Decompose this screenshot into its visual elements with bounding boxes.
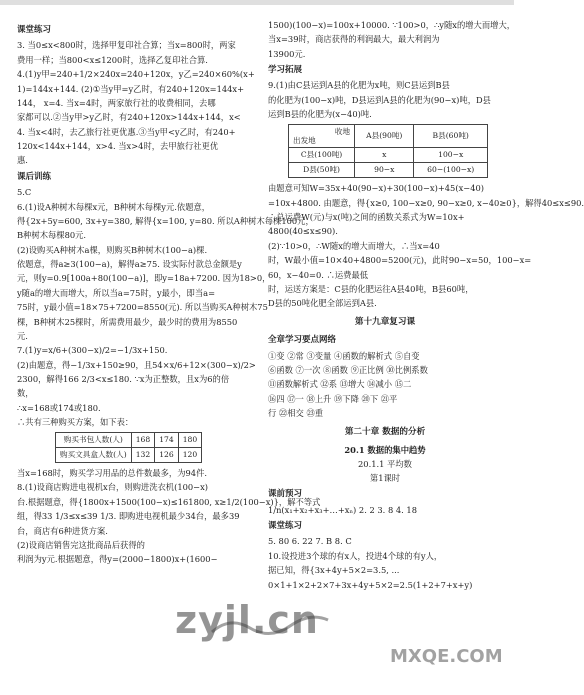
section-heading: 课前预习 xyxy=(268,489,303,500)
table-cell: D县(50吨) xyxy=(289,163,355,178)
text-line: ⑯四 ⑰一 ⑱上升 ⑲下降 ⑳下 ㉑平 xyxy=(268,393,398,404)
text-line: 惠. xyxy=(17,155,28,166)
text-line: 60，x−40=0. ∴运费最低 xyxy=(268,269,369,280)
text-line: 的化肥为(100−x)吨，D县运到A县的化肥为(90−x)吨，D县 xyxy=(268,94,491,105)
row-label: 购买书包人数(人) xyxy=(56,432,132,447)
section-heading: 学习拓展 xyxy=(268,64,303,75)
text-line: 元，则y=0.9[100a+80(100−a)]，即y=18a+7200. 因为18>0， xyxy=(17,273,271,284)
watermark-logo: zyjl.cn xyxy=(175,598,319,642)
section-heading: 课后训练 xyxy=(17,171,52,182)
row-label: 购买文具盒人数(人) xyxy=(56,447,132,462)
text-line: 棵，B种树木25棵时，所需费用最少，最少时的费用为8550 xyxy=(17,316,238,327)
lesson-label: 第1课时 xyxy=(369,473,401,484)
text-line: 数， xyxy=(17,388,34,399)
corner-top-label: 收地 xyxy=(334,126,351,136)
table-cell: 120 xyxy=(178,447,202,462)
text-line: ⑪函数解析式 ⑫系 ⑬增大 ⑭减小 ⑮二 xyxy=(268,379,412,390)
text-line: 行 ㉒相交 ㉓重 xyxy=(268,408,324,418)
text-line: 台.根据题意，得{1800x+1500(100−x)≤161800, x≥1/2(100−x)}，解不等式 xyxy=(17,496,321,507)
text-line: ⑥函数 ⑦一次 ⑧函数 ⑨正比例 ⑩比例系数 xyxy=(268,364,428,375)
text-line: 时，运送方案是：C县的化肥运往A县40吨，B县60吨， xyxy=(268,283,474,294)
text-line: 2300，解得166 2/3<x≤180. ∵x为正整数，且x为6的倍 xyxy=(17,374,230,384)
text-line: 4. 当x<4时，去乙旅行社更优惠.③当y甲<y乙时，有240+ xyxy=(17,126,236,137)
text-line: 依题意，得a≥3(100−a)，解得a≥75. 设实际付款总金额是y xyxy=(17,259,242,269)
text-line: (2)设购买A种树木a棵，则购买B种树木(100−a)棵. xyxy=(17,244,208,255)
text-line: 4800(40≤x≤90). xyxy=(268,226,338,237)
section-heading: 课堂练习 xyxy=(268,521,303,531)
text-line: 5.C xyxy=(17,187,32,198)
text-line: 13900元. xyxy=(268,48,306,59)
text-line: 组，得33 1/3≤x≤39 1/3. 即购进电视机最少34台，最多39 xyxy=(17,511,240,522)
section-heading: 课堂练习 xyxy=(17,25,52,35)
table-cell: 180 xyxy=(178,432,202,447)
text-line: 8.(1)设商店购进电视机x台，则购进洗衣机(100−x) xyxy=(17,482,209,493)
section-heading: 全章学习要点网络 xyxy=(268,335,337,346)
table-cell: 132 xyxy=(131,447,155,462)
text-line: 7.(1)y=x/6+(300−x)/2=−1/3x+150. xyxy=(17,345,168,356)
purchase-plan-table xyxy=(55,432,202,464)
text-line: 3. 当0≤x<800时，选择甲复印社合算；当x=800时，两家 xyxy=(17,40,236,51)
table-row xyxy=(289,124,488,147)
text-line: ∴总运费W(元)与x(吨)之间的函数关系式为W=10x+ xyxy=(268,212,465,222)
table-row xyxy=(56,447,202,462)
text-line: 运到B县的化肥为(x−40)吨. xyxy=(268,109,372,120)
watermark-secondary: MXQE.COM xyxy=(390,646,503,667)
table-row xyxy=(289,147,488,162)
subsection-title: 20.1.1 平均数 xyxy=(358,458,412,469)
right-column xyxy=(268,20,584,594)
text-line: =10x+4800. 由题意，得{x≥0, 100−x≥0, 90−x≥0, x−40≥0}，解得40≤x≤90. xyxy=(268,197,584,208)
text-line: 75时，y最小值=18×75+7200=8550(元). 所以当购买A种树木75 xyxy=(17,302,268,313)
text-line: ∴共有三种购买方案，如下表： xyxy=(17,417,134,428)
text-line: y随a的增大而增大，所以当a=75时，y最小，即当a= xyxy=(17,287,216,298)
text-line: 当x=39时，商店获得的利润最大，最大利润为 xyxy=(268,34,440,45)
text-line: D县的50吨化肥全部运到A县. xyxy=(268,298,377,309)
text-line: (2)∵10>0，∴W随x的增大而增大，∴当x=40 xyxy=(268,240,440,251)
text-line: 家都可以.②当y甲>y乙时，有240+120x>144x+144，x< xyxy=(17,112,241,123)
table-cell: 126 xyxy=(155,447,179,462)
text-line: 4.(1)y甲=240+1/2×240x=240+120x，y乙=240×60%(x+ xyxy=(17,69,255,80)
text-line: 10.设投进3个球的有x人，投进4个球的有y人， xyxy=(268,550,443,561)
table-cell: C县(100吨) xyxy=(289,147,355,162)
text-line: 由题意可知W=35x+40(90−x)+30(100−x)+45(x−40) xyxy=(268,183,484,194)
chapter-title: 第十九章复习课 xyxy=(354,317,416,328)
chapter-title: 第二十章 数据的分析 xyxy=(344,427,426,438)
corner-cell xyxy=(289,124,355,147)
transport-table xyxy=(288,124,488,179)
corner-bottom-label: 出发地 xyxy=(293,135,316,145)
text-line: 时，W最小值=10×40+4800=5200(元)，此时90−x=50，100−x= xyxy=(268,255,532,266)
table-row xyxy=(56,432,202,447)
text-line: 台，商店有6种进货方案. xyxy=(17,525,108,536)
text-line: 120x<144x+144，x>4. 当x>4时，去甲旅行社更优 xyxy=(17,141,219,152)
text-line: 1/n(x₁+x₂+x₃+…+xₙ) 2. 2 3. 8 4. 18 xyxy=(268,504,417,515)
table-row xyxy=(289,163,488,178)
text-line: 据已知，得{3x+4y+5×2=3.5, ... xyxy=(268,565,400,576)
table-header: A县(90吨) xyxy=(355,124,414,147)
text-line: 6.(1)设A种树木每棵x元，B种树木每棵y元.依题意， xyxy=(17,201,211,212)
text-line: (2)由题意，得−1/3x+150≥90，且54×x/6+12×(300−x)/2> xyxy=(17,359,256,370)
text-line: 5. 80 6. 22 7. B 8. C xyxy=(268,536,352,547)
text-line: 费用一样；当800<x≤1200时，选择乙复印社合算. xyxy=(17,54,208,65)
text-line: 0×1+1×2+2×7+3x+4y+5×2=2.5(1+2+7+x+y) xyxy=(268,579,473,590)
text-line: 得{2x+5y=600, 3x+y=380, 解得{x=100, y=80. 所以A种树木每棵100元， xyxy=(17,215,314,226)
section-title: 20.1 数据的集中趋势 xyxy=(344,444,426,455)
table-cell: x xyxy=(355,147,414,162)
table-cell: 168 xyxy=(131,432,155,447)
text-line: 利润为y元.根据题意，得y=(2000−1800)x+(1600− xyxy=(17,554,218,565)
table-header: B县(60吨) xyxy=(414,124,488,147)
text-line: ①变 ②常 ③变量 ④函数的解析式 ⑤自变 xyxy=(268,350,420,361)
text-line: 当x=168时，购买学习用品的总件数最多，为94件. xyxy=(17,468,208,478)
table-cell: 100−x xyxy=(414,147,488,162)
top-scan-shadow xyxy=(0,0,514,5)
text-line: B种树木每棵80元. xyxy=(17,230,87,241)
text-line: ∴x=168或174或180. xyxy=(17,402,101,413)
text-line: 9.(1)由C县运到A县的化肥为x吨，则C县运到B县 xyxy=(268,80,450,91)
text-line: 1)=144x+144. (2)①当y甲=y乙时，有240+120x=144x+ xyxy=(17,83,245,94)
text-line: 元. xyxy=(17,330,28,341)
table-cell: 60−(100−x) xyxy=(414,163,488,178)
text-line: 144， x=4. 当x=4时，两家旅行社的收费相同，去哪 xyxy=(17,97,216,108)
text-line: 1500)(100−x)=100x+10000. ∵100>0，∴y随x的增大而增大， xyxy=(268,20,516,30)
table-cell: 90−x xyxy=(355,163,414,178)
text-line: (2)设商店销售完这批商品后获得的 xyxy=(17,539,145,550)
table-cell: 174 xyxy=(155,432,179,447)
